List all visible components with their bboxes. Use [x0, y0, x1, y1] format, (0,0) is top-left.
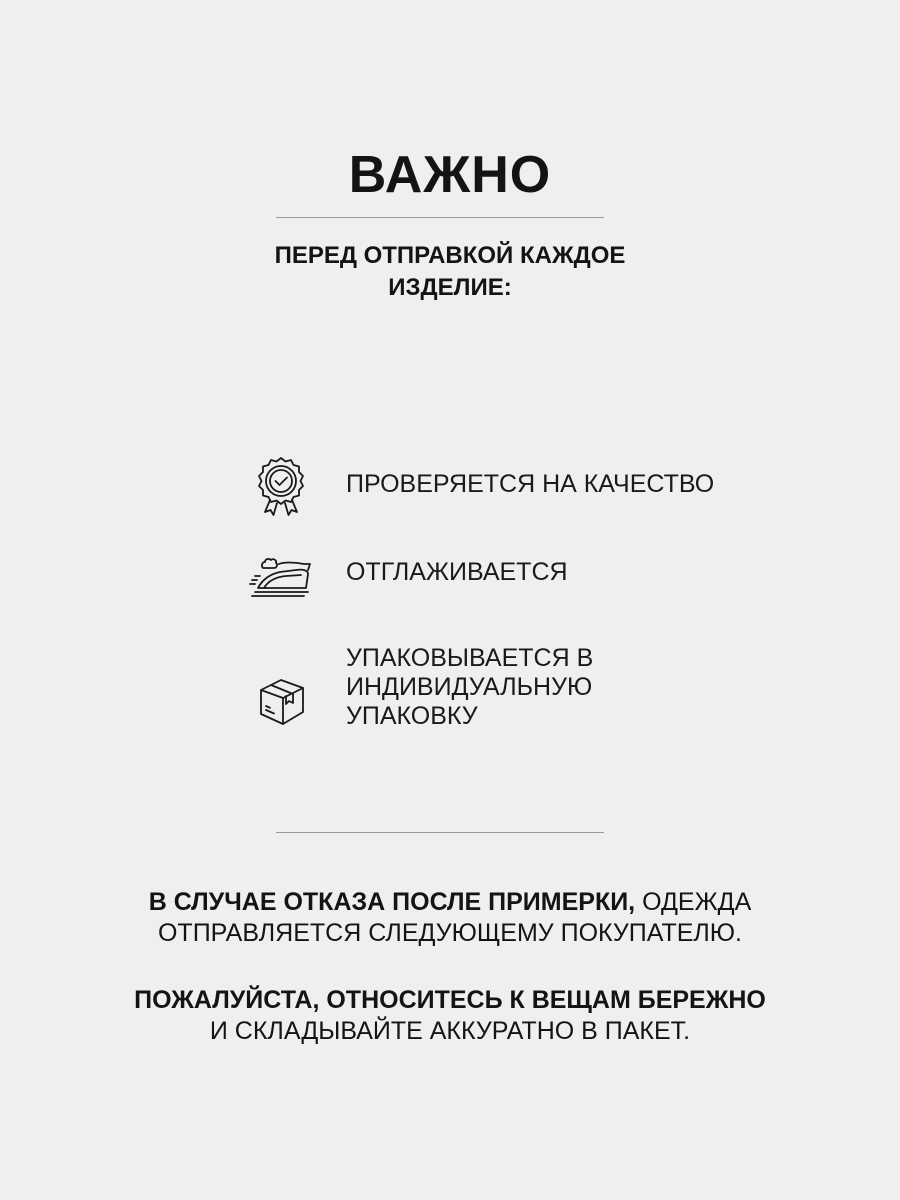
return-note-line-2: ОТПРАВЛЯЕТСЯ СЛЕДУЮЩЕМУ ПОКУПАТЕЛЮ. — [157, 919, 743, 947]
return-note-rest: ОДЕЖДА — [635, 888, 752, 916]
intro-line-2: ИЗДЕЛИЕ: — [388, 274, 512, 301]
return-note-bold: В СЛУЧАЕ ОТКАЗА ПОСЛЕ ПРИМЕРКИ, — [148, 888, 636, 916]
package-box-icon — [246, 666, 316, 736]
step-quality-line-1: ПРОВЕРЯЕТСЯ НА КАЧЕСТВО — [346, 470, 715, 498]
intro-line-1: ПЕРЕД ОТПРАВКОЙ КАЖДОЕ — [274, 242, 626, 269]
step-packaging-line-3: УПАКОВКУ — [346, 702, 478, 730]
step-ironing-label — [346, 558, 568, 587]
step-ironing-line-1: ОТГЛАЖИВАЕТСЯ — [346, 558, 568, 586]
page-title: ВАЖНО — [348, 146, 552, 204]
steam-iron-icon — [246, 540, 316, 610]
quality-badge-icon — [246, 450, 316, 520]
intro-text — [0, 240, 900, 304]
step-packaging-line-1: УПАКОВЫВАЕТСЯ В — [346, 644, 594, 672]
step-packaging-label — [346, 644, 593, 731]
step-packaging-line-2: ИНДИВИДУАЛЬНУЮ — [346, 673, 593, 701]
care-note — [0, 985, 900, 1047]
step-quality-label — [346, 470, 714, 499]
care-note-line-2: И СКЛАДЫВАЙТЕ АККУРАТНО В ПАКЕТ. — [209, 1017, 691, 1045]
bottom-divider — [276, 832, 604, 833]
care-note-bold: ПОЖАЛУЙСТА, ОТНОСИТЕСЬ К ВЕЩАМ БЕРЕЖНО — [134, 986, 766, 1014]
top-divider — [276, 217, 604, 218]
return-note-line-1 — [0, 887, 900, 918]
return-note — [0, 887, 900, 949]
